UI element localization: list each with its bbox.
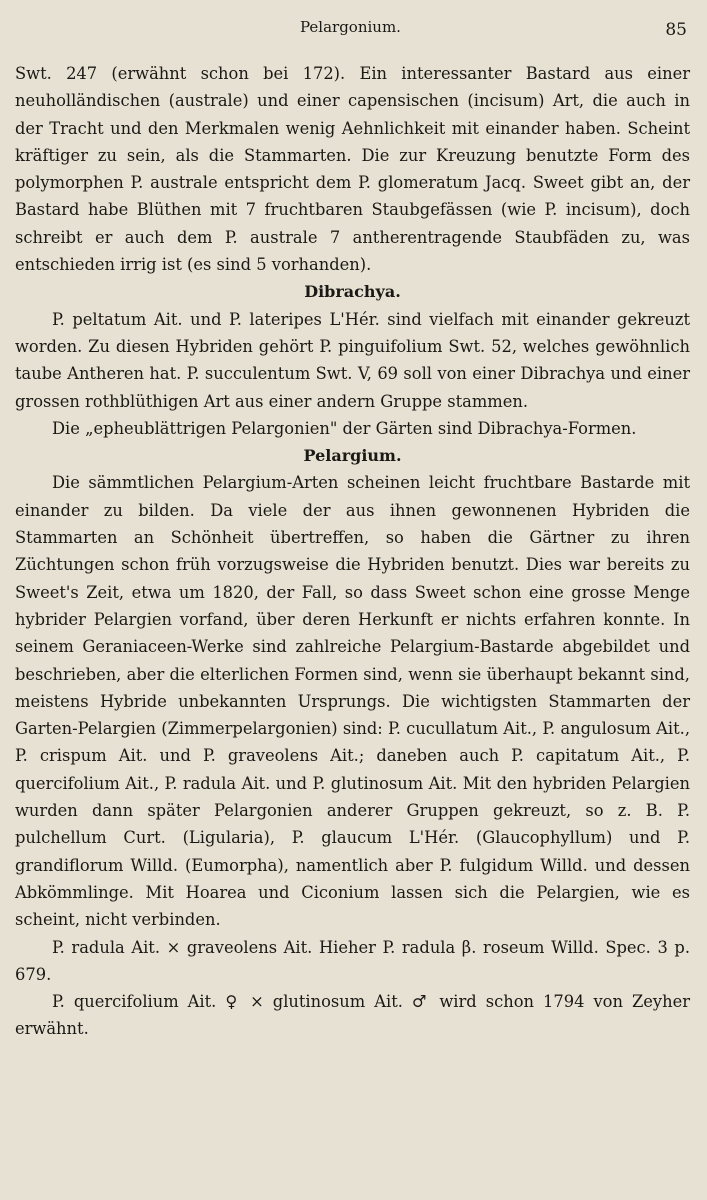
hybrid-entry-radula-graveolens: P. radula Ait. × graveolens Ait. Hieher P. radula β. roseum Willd. Spec. 3 p. 679. xyxy=(15,937,690,984)
heading-dibrachya: Dibrachya. xyxy=(304,282,401,302)
hybrid-entry-quercifolium-glutinosum: P. quercifolium Ait. ♀ × glutinosum Ait. ♂ wird schon 1794 von Zeyher erwähnt. xyxy=(15,992,690,1039)
pelargium-paragraph: Die sämmtlichen Pelargium-Arten scheinen leicht fruchtbare Bastarde mit einander zu bilden. Da viele der aus ihnen gewonnenen Hybriden die Stammarten an Schönheit übertreffen, so haben die Gärtner zu ihren Züchtungen schon früh vorzugsweise die Hybriden benutzt. Dies war bereits zu Sweet's Zeit, etwa um 1820, der Fall, so dass Sweet schon eine grosse Menge hybrider Pelargien vorfand, über deren Herkunft er nichts erfahren konnte. In seinem Geraniaceen-Werke sind zahlreiche Pelargium-Bastarde abgebildet und beschrieben, aber die elterlichen Formen sind, wenn sie überhaupt bekannt sind, meistens Hybride unbekannten Ursprungs. Die wichtigsten Stammarten der Garten-Pelargien (Zimmerpelargonien) sind: P. cucullatum Ait., P. angulosum Ait., P. crispum Ait. und P. graveolens Ait.; daneben auch P. capitatum Ait., P. quercifolium Ait., P. radula Ait. und P. glutinosum Ait. Mit den hybriden Pelargien wurden dann später Pelargonien anderer Gruppen gekreuzt, so z. B. P. pulchellum Curt. (Ligularia), P. glaucum L'Hér. (Glaucophyllum) und P. grandiflorum Willd. (Eumorpha), namentlich aber P. fulgidum Willd. und dessen Abkömmlinge. Mit Hoarea und Ciconium lassen sich die Pelargien, wie es scheint, nicht verbinden. xyxy=(15,473,690,930)
dibrachya-paragraph-1: P. peltatum Ait. und P. lateripes L'Hér. sind vielfach mit einander gekreuzt worden. Zu diesen Hybriden gehört P. pinguifolium Swt. 52, welches gewöhnlich taube Antheren hat. P. succulentum Swt. V, 69 soll von einer Dibrachya und einer grossen rothblüthigen Art aus einer andern Gruppe stammen. xyxy=(15,309,690,411)
page-body xyxy=(15,60,690,1043)
running-title: Pelargonium. xyxy=(300,18,401,36)
dibrachya-paragraph-2: Die „epheublättrigen Pelargonien" der Gärten sind Dibrachya-Formen. xyxy=(52,418,637,438)
intro-paragraph: Swt. 247 (erwähnt schon bei 172). Ein interessanter Bastard aus einer neuholländischen (australe) und einer capensischen (incisum) Art, die auch in der Tracht und den Merkmalen wenig Aehnlichkeit mit einander haben. Scheint kräftiger zu sein, als die Stammarten. Die zur Kreuzung benutzte Form des polymorphen P. australe entspricht dem P. glomeratum Jacq. Sweet gibt an, der Bastard habe Blüthen mit 7 fruchtbaren Staubgefässen (wie P. incisum), doch schreibt er auch dem P. australe 7 antherentragende Staubfäden zu, was entschieden irrig ist (es sind 5 vorhanden). xyxy=(15,64,690,275)
page-number: 85 xyxy=(665,20,687,40)
heading-pelargium: Pelargium. xyxy=(303,446,402,466)
